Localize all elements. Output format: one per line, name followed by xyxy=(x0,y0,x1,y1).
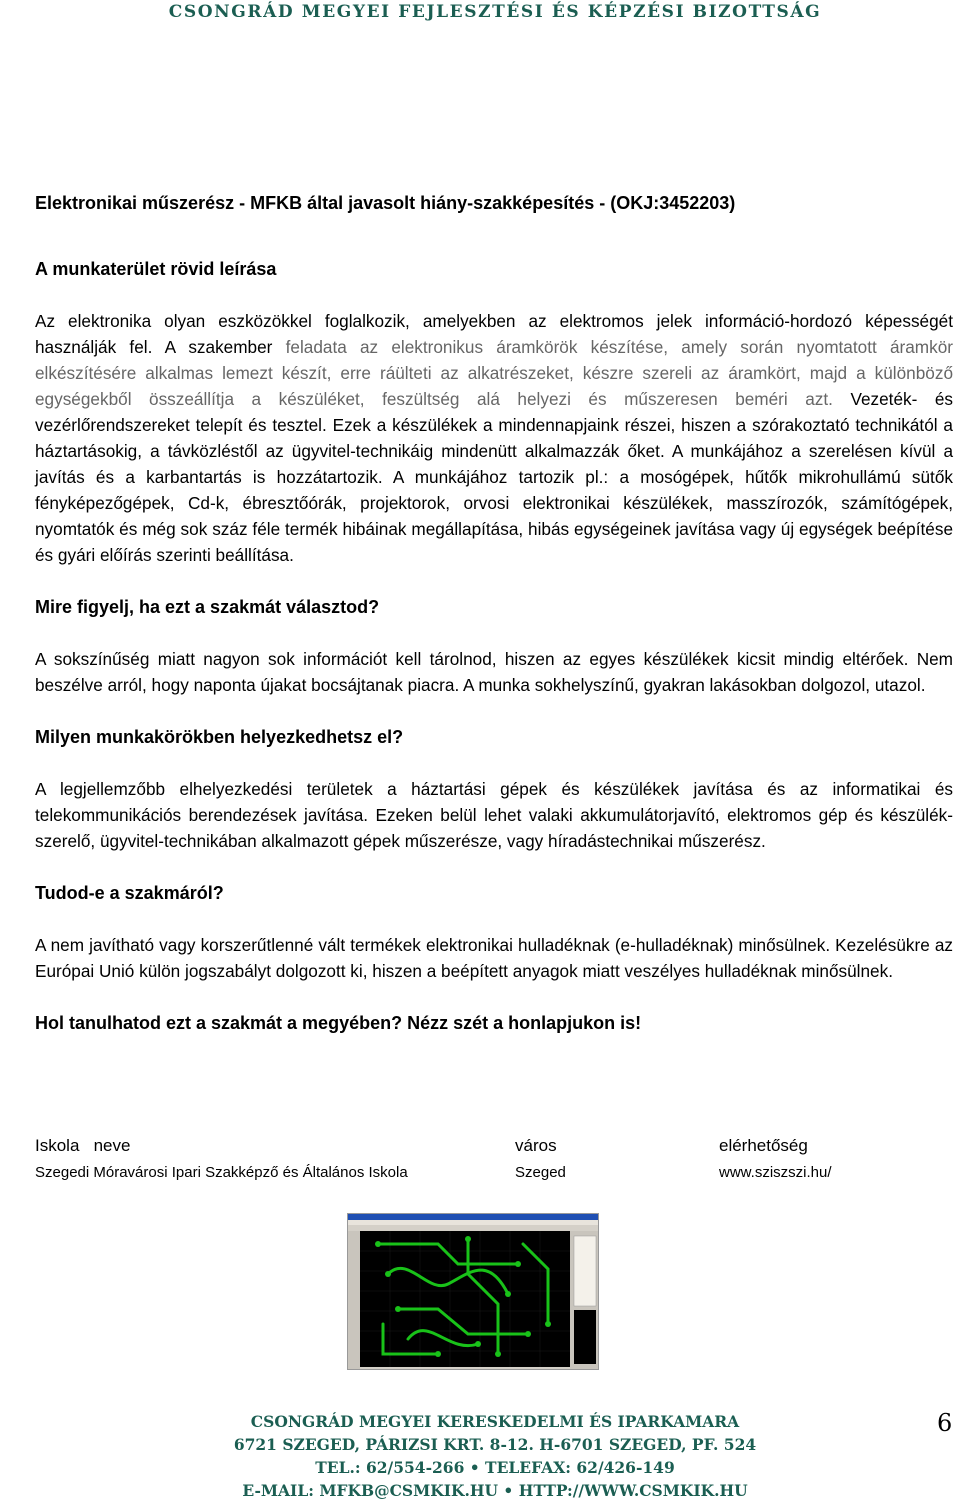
school-city: Szeged xyxy=(515,1164,566,1181)
col-header-city: város xyxy=(515,1136,557,1155)
page-footer xyxy=(0,1410,960,1502)
school-name: Szegedi Móravárosi Ipari Szakképző és Általános Iskola xyxy=(35,1164,408,1181)
footer-line-2: 6721 SZEGED, PÁRIZSI KRT. 8-12. H-6701 SZEGED, PF. 524 xyxy=(233,1435,757,1454)
section-paragraph-4: A nem javítható vagy korszerűtlenné vált termékek elektronikai hulladéknak (e-hulladéknak) minősülnek. Kezelésükre az Európai Unió külön jogszabályt dolgozott ki, hiszen a beépített anyagok miatt veszélyes hulladéknak minősülnek. xyxy=(35,935,953,981)
header-org: CSONGRÁD MEGYEI FEJLESZTÉSI ÉS KÉPZÉSI BIZOTTSÁG xyxy=(168,2,822,22)
school-table xyxy=(35,1136,953,1190)
pcb-image-icon xyxy=(348,1214,599,1370)
doc-title: Elektronikai műszerész - MFKB által javasolt hiány-szakképesítés - (OKJ:3452203) xyxy=(35,193,736,213)
section-heading-2: Mire figyelj, ha ezt a szakmát választod? xyxy=(35,597,380,617)
section-heading-3: Milyen munkakörökben helyezkedhetsz el? xyxy=(35,727,404,747)
page-number: 6 xyxy=(937,1409,953,1437)
section-heading-5: Hol tanulhatod ezt a szakmát a megyében? Nézz szét a honlapjukon is! xyxy=(35,1013,642,1033)
document-body xyxy=(35,190,953,1036)
school-url[interactable]: www.sziszszi.hu/ xyxy=(719,1164,832,1181)
para1-part-a: Az elektronika olyan eszközökkel foglalkozik, amelyekben az elektromos jelek információ-hordozó képességét használják fel. A szakember xyxy=(35,311,953,357)
page-header xyxy=(0,0,960,26)
table-header-row xyxy=(35,1136,953,1164)
footer-line-1: CSONGRÁD MEGYEI KERESKEDELMI ÉS IPARKAMARA xyxy=(250,1412,740,1431)
section-heading-4: Tudod-e a szakmáról? xyxy=(35,883,224,903)
section-paragraph-2: A sokszínűség miatt nagyon sok információt kell tárolnod, hiszen az egyes készülékek kicsit mindig eltérőek. Nem beszélve arról, hogy naponta újakat bocsájtanak piacra. A munka sokhelyszínű, gyakran lakásokban dolgozol, utazol. xyxy=(35,649,953,695)
pcb-design-screenshot xyxy=(347,1213,599,1370)
para1-part-b: feladata az elektronikus áramkörök készítése, amely során nyomtatott áramkör elkészítésére alkalmas lemezt készít, erre ráülteti az alkatrészeket, készre szereli az áramkört, majd a különböző egységekből összeállítja a készüléket, feszültség alá helyezi és műszeresen beméri azt. xyxy=(35,337,953,409)
para1-part-c: Vezeték- és vezérlőrendszereket telepít és tesztel. Ezek a készülékek a mindennapjaink részei, hiszen a szórakoztató technikától a háztartásokig, a távközléstől az ügyvitel-technikáig mindenütt alkalmazzák őket. A munkájához a szerelésen kívül a javítás és a karbantartás is hozzátartozik. A munkájához tartozik pl.: a mosógépek, hűtők mikrohullámú sütők fényképezőgépek, Cd-k, ébresztőórák, projektorok, orvosi elektronikai készülékek, masszírozók, számítógépek, nyomtatók és még sok száz féle termék hibáinak megállapítása, hibás egységeinek javítása vagy új egységek beépítése és gyári előírás szerinti beállítása. xyxy=(35,389,953,565)
section-paragraph-1 xyxy=(35,308,953,568)
table-row xyxy=(35,1164,953,1190)
section-paragraph-3: A legjellemzőbb elhelyezkedési területek a háztartási gépek és készülékek javítása és az informatikai és telekommunikációs berendezések javítása. Ezeken belül lehet valaki akkumulátorjavító, elektromos gép és készülék-szerelő, ügyvitel-technikában alkalmazott gépek műszerésze, vagy híradástechnikai műszerész. xyxy=(35,779,953,851)
col-header-name: Iskola neve xyxy=(35,1136,131,1155)
section-heading-1: A munkaterület rövid leírása xyxy=(35,259,277,279)
footer-line-4[interactable]: E-MAIL: MFKB@CSMKIK.HU • HTTP://WWW.CSMKIK.HU xyxy=(242,1481,748,1500)
footer-line-3: TEL.: 62/554-266 • TELEFAX: 62/426-149 xyxy=(315,1458,675,1477)
col-header-contact: elérhetőség xyxy=(719,1136,808,1155)
